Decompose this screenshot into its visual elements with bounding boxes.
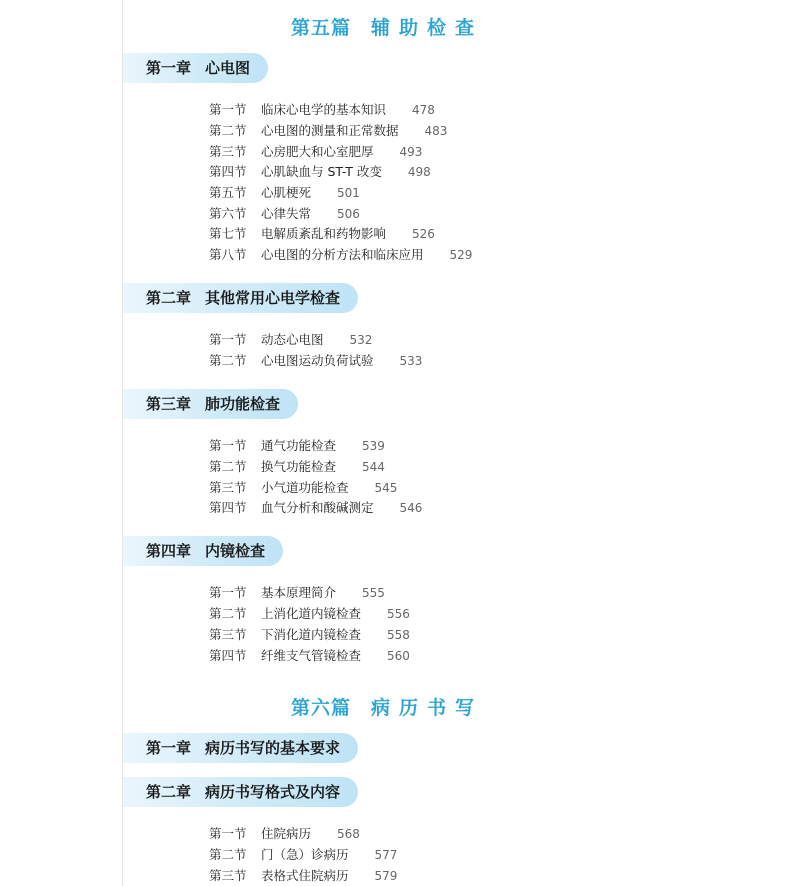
- toc-entry[interactable]: 第三节 心房肥大和心室肥厚 493: [209, 144, 423, 159]
- toc-entry[interactable]: 第二节 心电图的测量和正常数据 483: [209, 123, 448, 138]
- toc-entry[interactable]: 第二节 上消化道内镜检查 556: [209, 606, 410, 621]
- toc-entry[interactable]: 第二节 心电图运动负荷试验 533: [209, 353, 423, 368]
- toc-entry[interactable]: 第三节 表格式住院病历 579: [209, 868, 398, 883]
- toc-entry[interactable]: 第六节 心律失常 506: [209, 206, 360, 221]
- chapter-header[interactable]: 第三章 肺功能检查: [123, 389, 298, 419]
- chapter-header[interactable]: 第四章 内镜检查: [123, 536, 283, 566]
- chapter-header[interactable]: 第一章 心电图: [123, 53, 268, 83]
- toc-entry[interactable]: 第四节 血气分析和酸碱测定 546: [209, 500, 423, 515]
- toc-entry[interactable]: 第一节 基本原理简介 555: [209, 585, 385, 600]
- toc-entry[interactable]: 第一节 住院病历 568: [209, 826, 360, 841]
- part-title: 第六篇 病历书写: [291, 697, 484, 719]
- chapter-header[interactable]: 第二章 其他常用心电学检查: [123, 283, 358, 313]
- chapter-header[interactable]: 第一章 病历书写的基本要求: [123, 733, 358, 763]
- toc-entry[interactable]: 第三节 下消化道内镜检查 558: [209, 627, 410, 642]
- chapter-header[interactable]: 第二章 病历书写格式及内容: [123, 777, 358, 807]
- toc-entry[interactable]: 第一节 临床心电学的基本知识 478: [209, 102, 435, 117]
- part-title: 第五篇 辅助检查: [291, 17, 484, 39]
- toc-entry[interactable]: 第二节 换气功能检查 544: [209, 459, 385, 474]
- toc-entry[interactable]: 第一节 动态心电图 532: [209, 332, 373, 347]
- toc-entry[interactable]: 第八节 心电图的分析方法和临床应用 529: [209, 247, 473, 262]
- toc-entry[interactable]: 第四节 心肌缺血与 ST-T 改变 498: [209, 164, 431, 179]
- toc-entry[interactable]: 第二节 门（急）诊病历 577: [209, 847, 398, 862]
- toc-page: [122, 0, 790, 886]
- toc-entry[interactable]: 第一节 通气功能检查 539: [209, 438, 385, 453]
- toc-entry[interactable]: 第五节 心肌梗死 501: [209, 185, 360, 200]
- toc-entry[interactable]: 第三节 小气道功能检查 545: [209, 480, 398, 495]
- toc-entry[interactable]: 第七节 电解质紊乱和药物影响 526: [209, 226, 435, 241]
- toc-entry[interactable]: 第四节 纤维支气管镜检查 560: [209, 648, 410, 663]
